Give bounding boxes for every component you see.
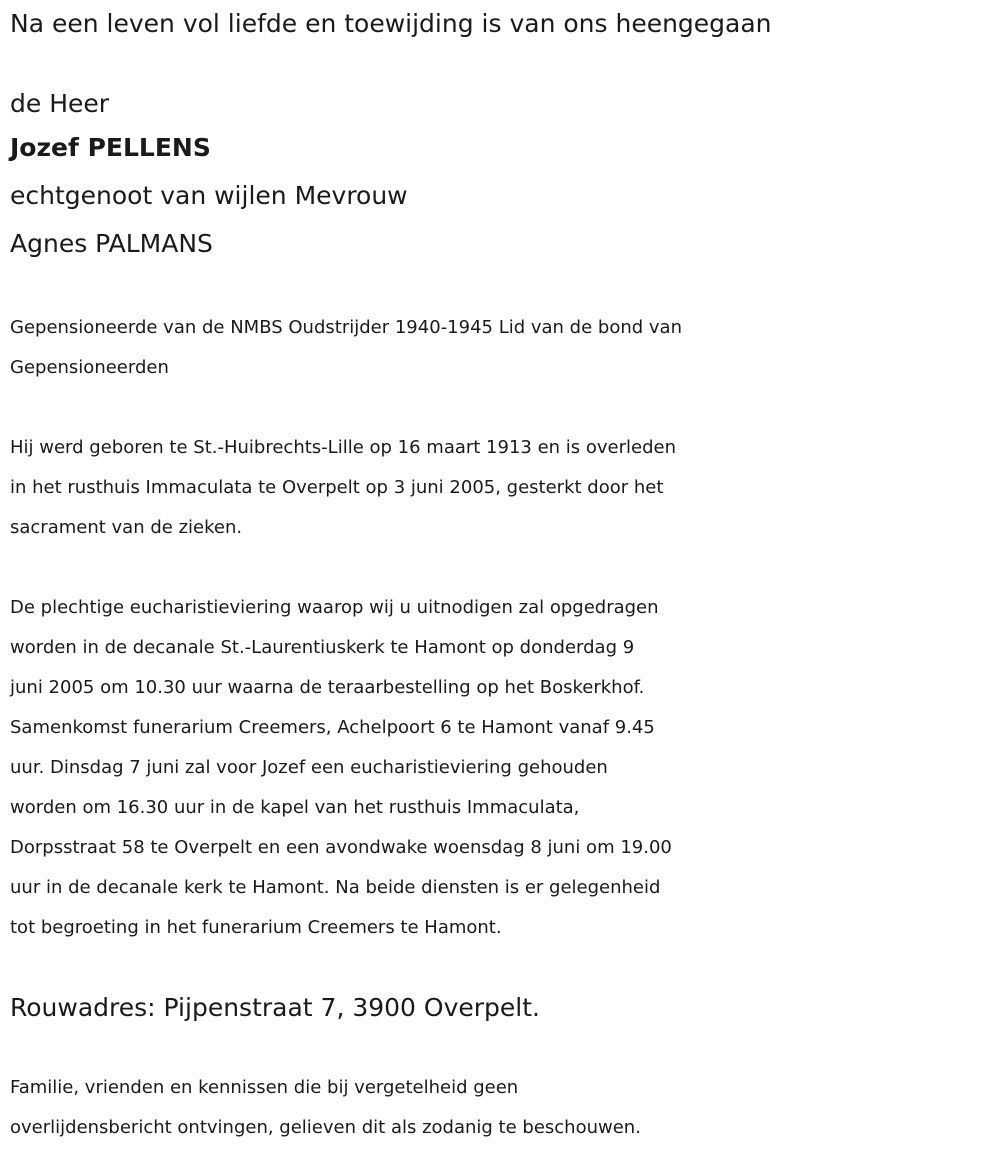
paragraph-line: uur in de decanale kerk te Hamont. Na beide diensten is er gelegenheid: [10, 877, 661, 898]
paragraph-line: sacrament van de zieken.: [10, 517, 243, 538]
ceremony-paragraph: [10, 588, 995, 948]
paragraph-line: uur. Dinsdag 7 juni zal voor Jozef een eucharistieviering gehouden: [10, 757, 608, 778]
paragraph-line: Dorpsstraat 58 te Overpelt en een avondwake woensdag 8 juni om 19.00: [10, 837, 672, 858]
intro-text: Na een leven vol liefde en toewijding is van ons heengegaan: [10, 9, 772, 38]
paragraph-line: overlijdensbericht ontvingen, gelieven dit als zodanig te beschouwen.: [10, 1117, 641, 1138]
paragraph-line: worden om 16.30 uur in de kapel van het rusthuis Immaculata,: [10, 797, 580, 818]
paragraph-line: De plechtige eucharistieviering waarop wij u uitnodigen zal opgedragen: [10, 597, 659, 618]
paragraph-line: Samenkomst funerarium Creemers, Achelpoort 6 te Hamont vanaf 9.45: [10, 717, 655, 738]
paragraph-line: Gepensioneerden: [10, 357, 169, 378]
birth-death-paragraph: [10, 428, 995, 548]
mourning-address: Rouwadres: Pijpenstraat 7, 3900 Overpelt.: [10, 993, 540, 1022]
title-prefix: de Heer: [10, 89, 110, 118]
closing-paragraph: [10, 1068, 995, 1148]
paragraph-line: Familie, vrienden en kennissen die bij vergetelheid geen: [10, 1077, 519, 1098]
paragraph-line: worden in de decanale St.-Laurentiuskerk te Hamont op donderdag 9: [10, 637, 635, 658]
paragraph-line: in het rusthuis Immaculata te Overpelt op 3 juni 2005, gesterkt door het: [10, 477, 664, 498]
paragraph-line: Hij werd geboren te St.-Huibrechts-Lille op 16 maart 1913 en is overleden: [10, 437, 677, 458]
deceased-name: Jozef PELLENS: [10, 133, 211, 162]
occupation-paragraph: [10, 308, 995, 388]
paragraph-line: juni 2005 om 10.30 uur waarna de teraarbestelling op het Boskerkhof.: [10, 677, 645, 698]
spouse-name: Agnes PALMANS: [10, 229, 213, 258]
paragraph-line: Gepensioneerde van de NMBS Oudstrijder 1940-1945 Lid van de bond van: [10, 317, 682, 338]
spouse-line: echtgenoot van wijlen Mevrouw: [10, 181, 408, 210]
paragraph-line: tot begroeting in het funerarium Creemers te Hamont.: [10, 917, 502, 938]
